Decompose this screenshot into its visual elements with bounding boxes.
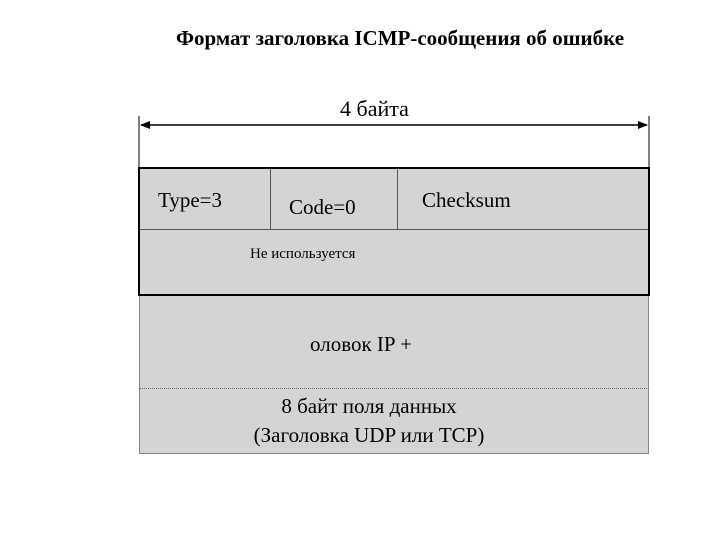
checksum-field: Checksum: [422, 188, 511, 212]
icmp-header-box: [138, 167, 650, 296]
header-row-divider: [140, 229, 648, 230]
unused-field: Не используется: [250, 246, 356, 262]
udp-tcp-header-label: (Заголовка UDP или TCP): [253, 423, 485, 447]
width-label: 4 байта: [340, 96, 409, 121]
type-field: Type=3: [158, 188, 223, 212]
diagram-title: Формат заголовка ICMP-сообщения об ошибке: [175, 26, 625, 50]
data-bytes-label: 8 байт поля данных: [281, 394, 457, 418]
payload-divider: [139, 388, 649, 389]
code-checksum-separator: [397, 169, 398, 229]
arrowhead-left: [140, 121, 150, 129]
type-code-separator: [270, 169, 271, 229]
ip-header-label: оловок IP +: [310, 332, 412, 356]
code-field: Code=0: [289, 195, 356, 219]
arrowhead-right: [638, 121, 648, 129]
